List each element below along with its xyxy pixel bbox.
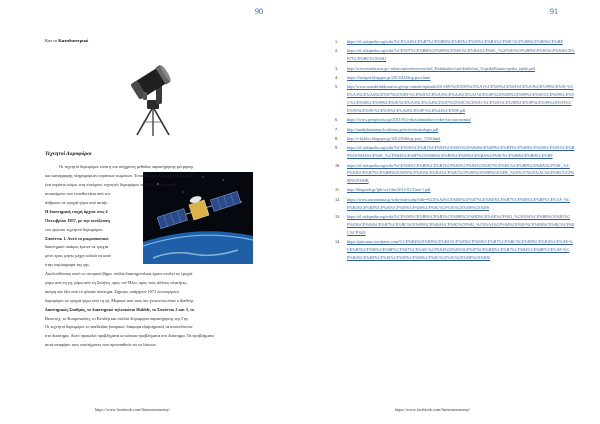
reference-link[interactable]: https://patronas.wordpress.com/%CE%B4%CE%B9%CE%B1%CF%83%CF%84%CE%B7%CE%BC%CE%B9%CE%BA%CE%AE-%CE%B5%CF%80%CE%BF%CF%87%CE%AE-%CF%84%CE%B5%CF%87%CE%BD%CE%B7%CF%84%CE%BF%CE%AF-%CE%B4%CE%BF%CF%81%CF%85%CF%86%CF%8C%CF%81%CE%BF%CE%B9/ <box>347 239 573 260</box>
reference-link[interactable]: http://amikybatanmach.caltrans.gr/users/stranologia.pdf <box>347 126 439 132</box>
reference-link[interactable]: https://el.wikipedia.org/wiki/%CE%97%CE%BB%CE%B9%CE%B1%CE%BA%CF%8C_%CF%83%CF%8D%CF%83%CF%84%CE%B7%CE%BC%CE%B1 <box>347 48 575 62</box>
paragraph-line: ένα ουράνιο σώμα, στη συνέχεια, τεχνητός δορυφόρος της Γης λέγεται κάθε <box>45 181 177 187</box>
paragraph-line: διαστημικό σκάφος έμεινε σε τροχιά <box>45 244 108 250</box>
reference-link[interactable]: https://el.wikipedia.org/wiki/%CE%94%CE%B9%CE%B1%CF%83%CF%84%CE%B7%CE%BC%CE%B9%CE%BA%CF%8C_%CF%84%CE%B7%CE%BB%CE%B5%CF%83%CE%BA%CF%8C%CF%80%CE%B9%CE%BF_%CE%A7%CE%AC%CE%BC%CF%80%CE%BB <box>347 162 575 184</box>
reference-number: 12. <box>335 196 341 202</box>
footer-right[interactable]: https://www.facebook.com/Aniseastronomy/ <box>395 407 470 412</box>
reference-number: 3. <box>335 65 339 71</box>
reference-item <box>335 196 575 212</box>
page-number-left: 90 <box>255 7 263 16</box>
reference-list <box>335 38 575 263</box>
reference-item <box>335 162 575 185</box>
reference-number: 6. <box>335 117 339 123</box>
reference-number: 10. <box>335 162 341 168</box>
paragraph-line: στην ατμόσφαιρα της γης. <box>45 262 91 268</box>
reference-link[interactable]: http://c-kyklos.blogspot.gr/2012/03/blog-post_7256.html <box>347 135 441 141</box>
reference-link[interactable]: https://www.astronomia.gr/wiki-index.php?title=%CE%A4%CE%B5%CF%87%CE%BD%CE%B7%CF%84%CE%BF%CE%AF_%CE%B4%CE%BF%CF%81%CF%85%CF%86%CF%8C%CF%81%CE%BF%CE%B9 <box>347 196 570 210</box>
paragraph-line: Ακολουθώντας αυτό το ιστορικό βήμα, πολλά διαστημόπλοια έχουν σταλεί σε τροχιά <box>45 271 193 276</box>
paragraph-line: Η διαστημική εποχή άρχισε στις 4 <box>45 208 108 214</box>
paragraph-narrow <box>45 190 140 270</box>
paragraph-line: γύρω από τη γη, γύρω από τη Σελήνη, προς τον Ήλιο, προς τους άλλους πλανήτες, <box>45 279 188 285</box>
paragraph-line: άνθρωπο σε τροχιά γύρω από αυτήν. <box>45 199 109 205</box>
page-number-right: 91 <box>550 7 558 16</box>
paragraph-line: Οκτωβρίου 1957, με την εκτόξευση <box>45 217 110 223</box>
right-page <box>300 0 600 424</box>
paragraph-line: δορυφόροι σε τροχιά γύρω από τη γη. Μερικοί από τους πιο γνωστούς είναι ο Διεθνής <box>45 297 194 303</box>
reference-link[interactable]: https://el.wikipedia.org/wiki/%CE%94%CE%B9%CE%B5%CE%B8%CE%BD%CE%AE%CF%82_%CE%94%CE%B9%CE%B1%CF%83%CF%84%CE%B7%CE%BC%CE%B9%CE%BA%CF%8C%CF%82_%CE%A3%CF%84%CE%B1%CE%B8%CE%BC%CF%8C%CF%82 <box>347 214 575 235</box>
reference-link[interactable]: http://blogsseh.gr/lpk-sci-files/2014-01/Time-1.pdf <box>347 187 431 193</box>
reference-number: 4. <box>335 74 339 80</box>
paragraph <box>45 163 255 190</box>
reference-item <box>335 186 575 194</box>
paragraph-line: Οι τεχνητοί δορυφόροι το απέδειξαν (καιρικοί, διάφορα εξαρτήματα) τα αποτελέσουν <box>45 324 193 330</box>
reference-item <box>335 213 575 236</box>
reference-item <box>335 47 575 63</box>
reference-link[interactable]: https://el.wikipedia.org/wiki/%CE%9A%CE%B1%CF%84%CE%B1%CE%B4%CE%B9%CE%BF%CF%80%CF%84%CF%81%CE%B9%CE%BA%CF%8C_%CF%84%CE%B7%CE%BB%CE%B5%CF%83%CE%BA%CF%8C%CF%80%CE%B9%CE%BF <box>347 145 575 159</box>
reference-link[interactable]: https://el.wikipedia.org/wiki/%CE%A4%CE%B7%CE%BB%CE%B5%CF%83%CE%BA%CF%8C%CF%80%CE%B9%CE%BF <box>347 39 563 44</box>
telescope-caption <box>45 38 88 43</box>
reference-link[interactable]: https://www.pentptosixa.gr/2011/03/o-diaschmonikos-rokes-tis-astronomia/ <box>347 117 471 123</box>
reference-item <box>335 38 575 46</box>
paragraph-wide <box>45 270 255 350</box>
reference-item <box>335 83 575 114</box>
reference-number: 2. <box>335 48 339 54</box>
reference-number: 11. <box>335 187 340 193</box>
reference-item <box>335 74 575 82</box>
reference-number: 14. <box>335 239 341 245</box>
paragraph-line: αντικείμενο που τοποθετείται από τον <box>45 191 111 196</box>
reference-number: 5. <box>335 84 339 90</box>
paragraph-line: Βουστόχ, το Κοσμοναύτη, το Κεπλέρ και πολλοί δορυφόροι παρατήρησης της Γης. <box>45 315 189 321</box>
reference-item <box>335 126 575 134</box>
paragraph-line: μόνο τρεις μήνες μέχρι τελικά να κατέ <box>45 253 112 259</box>
reference-link[interactable]: http://www.media.uoa.gr/~nikaroun/webversion/stal_Didaskaliax/stat-diakb/stat_3/optiki/Kataio-optiko_optiki.pdf <box>347 65 535 71</box>
paragraph-line: αυτά αναφέρει τους επιστήμονες που προσπαθούν να τα λύσουν. <box>45 342 157 348</box>
paragraph-line: Οι τεχνητοί δορυφόροι είναι η πιο σύγχρονη μέθοδος παρατήρησης-μέτρησης <box>59 164 194 169</box>
telescope-image <box>125 52 180 137</box>
paragraph-line: του πρώτου τεχνητού δορυφόρου <box>45 226 103 232</box>
reference-item <box>335 116 575 124</box>
caption-prefix: Και το <box>45 38 59 43</box>
reference-link[interactable]: http://www.wonderfuldisastros.gr/wp-content/uploads/2013/09/%CE%95%CE%A1%CE%93%CE%91%CE%A3%CE%99%CE%91-%CE%A3%CE%A4%CE%97%CE%9D-%CE%91%CE%A3%CE%A4%CE%A1%CE%9F%CE%9D%CE%9F%CE%9C%CE%99%CE%91-%CE%94%CE%99%CE%91%CE%A3%CE%A4%CE%97%CE%9C%CE%91-%CE%91%CE%9D%CE%9F%CE%99%CE%93%CE%95%CE%99-%CE%91%CE%A0%CE%9F-%CE%A4%CE%9F.pdf <box>347 84 574 113</box>
paragraph-line: Διαστημικός Σταθμός, το διαστημικό τηλεσκόπιο Hubble, το Σπούτνικ 2 και 3, το <box>45 306 195 312</box>
reference-item <box>335 135 575 143</box>
reference-number: 13. <box>335 214 341 220</box>
reference-number: 9. <box>335 145 339 151</box>
footer-left[interactable]: https://www.facebook.com/Aniseastronomy/ <box>95 407 170 412</box>
reference-link[interactable]: https://isteigen.blogspot.gr/2013/02/blog-post.html <box>347 74 431 80</box>
reference-number: 7. <box>335 126 339 132</box>
caption-bold: Καταδιοπτρικό <box>58 38 89 43</box>
reference-item <box>335 65 575 73</box>
paragraph-line: ακόμη και έξω από το ηλιακό σύστημα. Σήμερα, υπάρχουν 1071 λειτουργικοί <box>45 288 179 294</box>
reference-item <box>335 144 575 160</box>
paragraph-line: και καταγραφής πληροφοριών ουράνιων σωμάτων. Τοποθετείται σε τροχιά γύρω από <box>45 172 192 178</box>
paragraph-line: Σπούτνικ 1. Αυτό το μικροσκοπικό <box>45 235 109 241</box>
reference-number: 8. <box>335 135 339 141</box>
section-title: Τεχνητοί Δορυφόροι <box>45 151 92 157</box>
reference-item <box>335 238 575 261</box>
paragraph-line: στο διάστημα. Αυτό προκαλεί προβλήματα σε κάποια προβλήματα στο διάστημα. Τα προβλήματα <box>45 333 214 339</box>
reference-number: 1. <box>335 39 339 44</box>
